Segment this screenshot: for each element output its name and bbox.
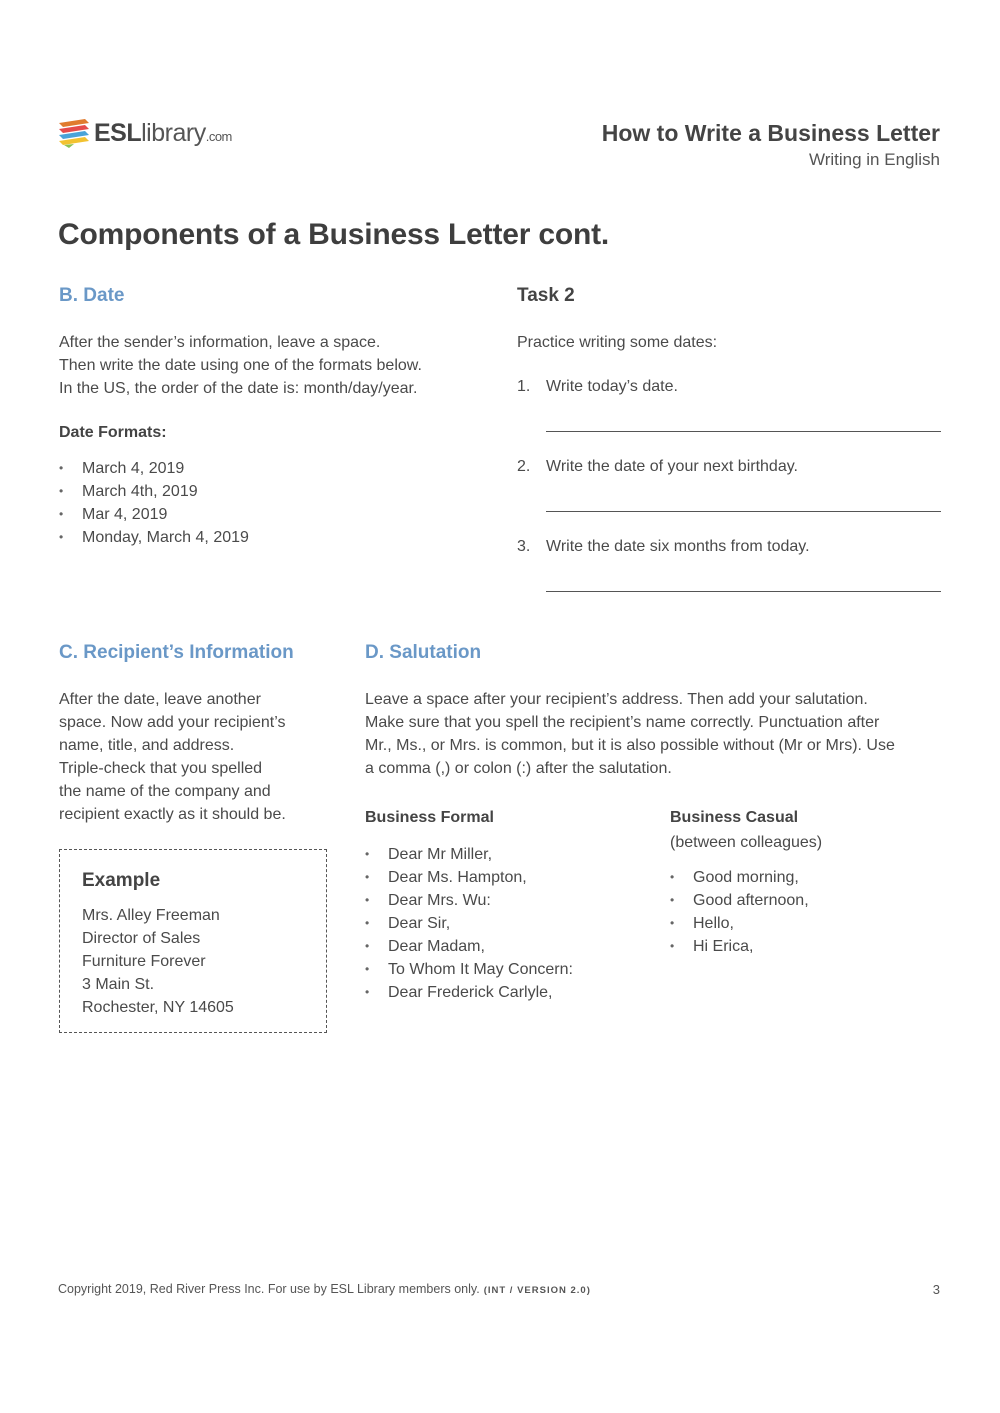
paragraph-line: In the US, the order of the date is: month/day/year. bbox=[59, 380, 418, 397]
section-d-heading: D. Salutation bbox=[365, 642, 482, 663]
paragraph-line: Make sure that you spell the recipient’s name correctly. Punctuation after bbox=[365, 714, 880, 731]
page-number: 3 bbox=[932, 1282, 940, 1297]
business-casual-note: (between colleagues) bbox=[670, 834, 823, 851]
example-address bbox=[82, 904, 234, 1019]
list-item: • Hello, bbox=[670, 912, 809, 935]
section-b-heading: B. Date bbox=[59, 285, 125, 306]
address-line: Director of Sales bbox=[82, 930, 201, 947]
list-item: • Dear Madam, bbox=[365, 935, 573, 958]
business-casual-heading: Business Casual bbox=[670, 809, 799, 826]
date-formats-list bbox=[59, 457, 249, 549]
list-item: • Monday, March 4, 2019 bbox=[59, 526, 249, 549]
list-item: • March 4, 2019 bbox=[59, 457, 249, 480]
footer-copyright: Copyright 2019, Red River Press Inc. For use by ESL Library members only. (INT / VERSION 2.0) bbox=[58, 1282, 591, 1296]
section-d-paragraph bbox=[365, 688, 895, 780]
address-line: Furniture Forever bbox=[82, 953, 206, 970]
example-box bbox=[59, 849, 327, 1033]
logo-books-icon bbox=[58, 118, 90, 148]
document-subtitle: Writing in English bbox=[808, 150, 940, 169]
list-item: • Dear Ms. Hampton, bbox=[365, 866, 573, 889]
task-item-1: 1. Write today’s date. bbox=[517, 378, 678, 395]
answer-line-2[interactable] bbox=[546, 511, 941, 512]
paragraph-line: a comma (,) or colon (:) after the salutation. bbox=[365, 760, 672, 777]
logo-wordmark: ESLlibrary.com bbox=[94, 118, 232, 147]
list-item: • Good morning, bbox=[670, 866, 809, 889]
paragraph-line: Leave a space after your recipient’s address. Then add your salutation. bbox=[365, 691, 868, 708]
list-item: • March 4th, 2019 bbox=[59, 480, 249, 503]
example-title: Example bbox=[82, 870, 161, 891]
section-c-heading: C. Recipient’s Information bbox=[59, 642, 294, 663]
list-item: • Dear Sir, bbox=[365, 912, 573, 935]
list-item: • Mar 4, 2019 bbox=[59, 503, 249, 526]
section-b-paragraph bbox=[59, 331, 422, 400]
task-item-3: 3. Write the date six months from today. bbox=[517, 538, 810, 555]
address-line: Mrs. Alley Freeman bbox=[82, 907, 220, 924]
logo bbox=[58, 118, 232, 148]
list-item: • Hi Erica, bbox=[670, 935, 809, 958]
business-casual-list bbox=[670, 866, 809, 958]
date-formats-heading: Date Formats: bbox=[59, 424, 167, 441]
paragraph-line: Triple-check that you spelled bbox=[59, 760, 263, 777]
document-title: How to Write a Business Letter bbox=[601, 120, 940, 146]
list-item: • Dear Frederick Carlyle, bbox=[365, 981, 573, 1004]
list-item: • Good afternoon, bbox=[670, 889, 809, 912]
task-2-heading: Task 2 bbox=[517, 285, 575, 306]
paragraph-line: the name of the company and bbox=[59, 783, 271, 800]
address-line: 3 Main St. bbox=[82, 976, 155, 993]
task-item-2: 2. Write the date of your next birthday. bbox=[517, 458, 798, 475]
page-title: Components of a Business Letter cont. bbox=[58, 218, 609, 251]
list-item: • Dear Mrs. Wu: bbox=[365, 889, 573, 912]
list-item: • To Whom It May Concern: bbox=[365, 958, 573, 981]
section-c-paragraph bbox=[59, 688, 286, 826]
task-2-intro: Practice writing some dates: bbox=[517, 334, 718, 351]
list-item: • Dear Mr Miller, bbox=[365, 843, 573, 866]
paragraph-line: space. Now add your recipient’s bbox=[59, 714, 286, 731]
paragraph-line: After the sender’s information, leave a space. bbox=[59, 334, 381, 351]
paragraph-line: Mr., Ms., or Mrs. is common, but it is also possible without (Mr or Mrs). Use bbox=[365, 737, 895, 754]
paragraph-line: recipient exactly as it should be. bbox=[59, 806, 286, 823]
address-line: Rochester, NY 14605 bbox=[82, 999, 234, 1016]
paragraph-line: After the date, leave another bbox=[59, 691, 261, 708]
business-formal-list bbox=[365, 843, 573, 1004]
answer-line-3[interactable] bbox=[546, 591, 941, 592]
paragraph-line: Then write the date using one of the formats below. bbox=[59, 357, 422, 374]
business-formal-heading: Business Formal bbox=[365, 809, 494, 826]
paragraph-line: name, title, and address. bbox=[59, 737, 235, 754]
answer-line-1[interactable] bbox=[546, 431, 941, 432]
